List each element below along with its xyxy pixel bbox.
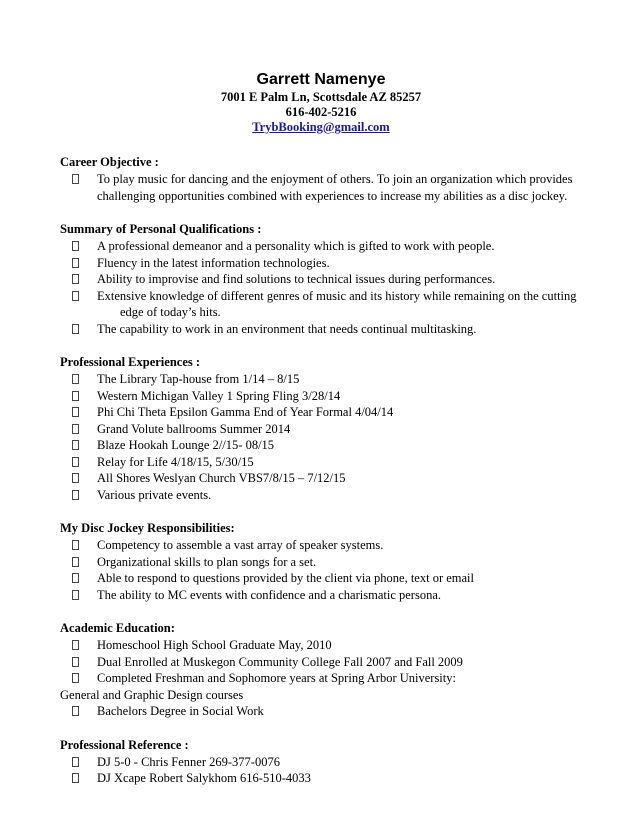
bullet-icon — [72, 540, 79, 550]
bullet-icon — [72, 640, 79, 650]
bullet-icon — [72, 557, 79, 567]
section-experiences — [60, 354, 600, 503]
list-item: Able to respond to questions provided by the client via phone, text or email — [60, 570, 600, 587]
education-note: General and Graphic Design courses — [60, 687, 244, 702]
bullet-icon — [72, 440, 79, 450]
section-title: Summary of Personal Qualifications : — [60, 222, 262, 236]
bullet-icon — [72, 490, 79, 500]
email-link[interactable]: TrybBooking@gmail.com — [252, 120, 390, 134]
list-item-continuation: edge of today’s hits. — [120, 305, 221, 319]
list-item: DJ 5-0 - Chris Fenner 269-377-0076 — [60, 754, 600, 771]
section-title: Career Objective : — [60, 155, 159, 169]
bullet-icon — [72, 407, 79, 417]
list-item: DJ Xcape Robert Salykhom 616-510-4033 — [60, 770, 600, 787]
list-item: The capability to work in an environment that needs continual multitasking. — [60, 321, 600, 338]
list-item: The ability to MC events with confidence and a charismatic persona. — [60, 587, 600, 604]
phone-line: 616-402-5216 — [285, 105, 357, 119]
candidate-name: Garrett Namenye — [256, 71, 386, 88]
section-responsibilities — [60, 520, 600, 603]
section-title: Academic Education: — [60, 621, 175, 635]
list-item: Homeschool High School Graduate May, 2010 — [60, 637, 600, 654]
bullet-icon — [72, 673, 79, 683]
list-item: Blaze Hookah Lounge 2//15- 08/15 — [60, 437, 600, 454]
bullet-icon — [72, 374, 79, 384]
bullet-icon — [72, 424, 79, 434]
list-item: Completed Freshman and Sophomore years at Spring Arbor University: — [60, 670, 600, 687]
list-item: Extensive knowledge of different genres of music and its history while remaining on the cutting — [60, 288, 600, 305]
resume-body — [60, 154, 600, 804]
section-title: My Disc Jockey Responsibilities: — [60, 521, 235, 535]
bullet-icon — [72, 274, 79, 284]
list-item: Relay for Life 4/18/15, 5/30/15 — [60, 454, 600, 471]
bullet-icon — [72, 241, 79, 251]
section-career-objective — [60, 154, 600, 204]
section-title: Professional Reference : — [60, 737, 189, 752]
bullet-icon — [72, 473, 79, 483]
section-qualifications — [60, 221, 600, 337]
bullet-icon — [72, 291, 79, 301]
section-title: Professional Experiences : — [60, 355, 201, 369]
bullet-icon — [72, 706, 79, 716]
bullet-icon — [72, 573, 79, 583]
list-item: All Shores Weslyan Church VBS7/8/15 – 7/12/15 — [60, 470, 600, 487]
list-item: Western Michigan Valley 1 Spring Fling 3/28/14 — [60, 388, 600, 405]
list-item: The Library Tap-house from 1/14 – 8/15 — [60, 371, 600, 388]
bullet-icon — [72, 657, 79, 667]
section-education — [60, 620, 600, 720]
bullet-icon — [72, 258, 79, 268]
list-item: To play music for dancing and the enjoyment of others. To join an organization which provides challenging opportunities combined with experiences to increase my abilities as a disc jockey. — [60, 171, 600, 204]
list-item: Bachelors Degree in Social Work — [60, 703, 600, 720]
list-item: Phi Chi Theta Epsilon Gamma End of Year Formal 4/04/14 — [60, 404, 600, 421]
resume-header — [0, 70, 638, 135]
list-item: Organizational skills to plan songs for a set. — [60, 554, 600, 571]
address-line: 7001 E Palm Ln, Scottsdale AZ 85257 — [220, 90, 422, 104]
list-item: Fluency in the latest information technologies. — [60, 255, 600, 272]
list-item: Ability to improvise and find solutions to technical issues during performances. — [60, 271, 600, 288]
bullet-icon — [72, 391, 79, 401]
list-item: Various private events. — [60, 487, 600, 504]
list-item: Grand Volute ballrooms Summer 2014 — [60, 421, 600, 438]
bullet-icon — [72, 773, 79, 783]
bullet-icon — [72, 324, 79, 334]
list-item: Competency to assemble a vast array of speaker systems. — [60, 537, 600, 554]
list-item: A professional demeanor and a personality which is gifted to work with people. — [60, 238, 600, 255]
bullet-icon — [72, 174, 79, 184]
list-item: Dual Enrolled at Muskegon Community College Fall 2007 and Fall 2009 — [60, 654, 600, 671]
bullet-icon — [72, 457, 79, 467]
section-reference — [60, 737, 600, 787]
bullet-icon — [72, 757, 79, 767]
bullet-icon — [72, 590, 79, 600]
